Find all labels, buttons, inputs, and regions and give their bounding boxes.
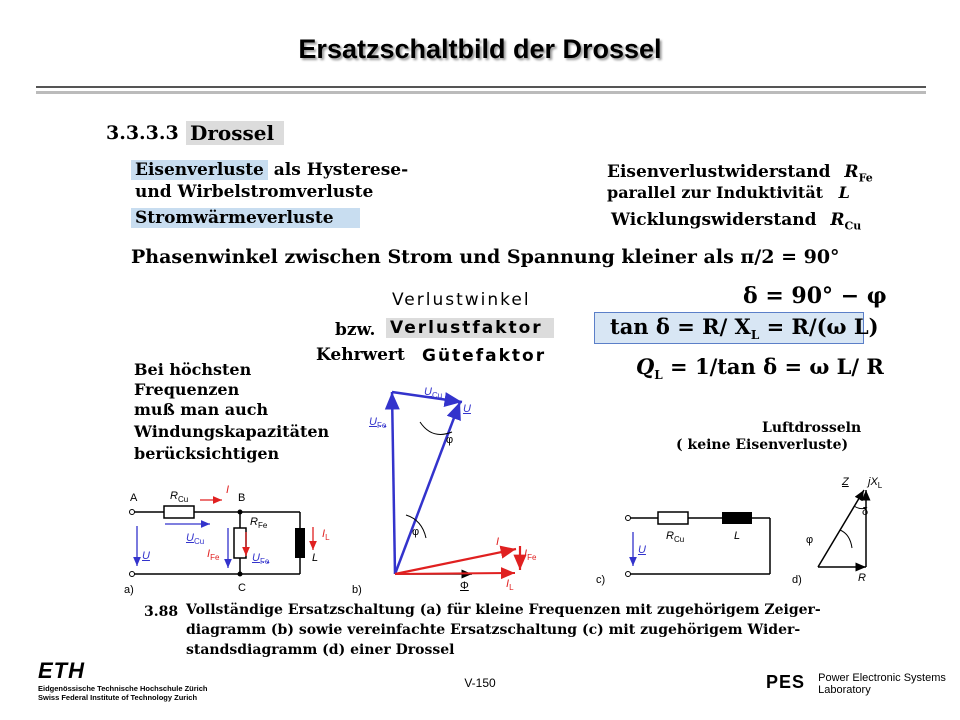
parallel-text: parallel zur Induktivität xyxy=(607,183,824,202)
copper-loss-term: Stromwärmeverluste xyxy=(131,208,360,228)
impedance-triangle-d xyxy=(818,490,869,567)
terminal-a xyxy=(130,510,135,515)
freq-note-4: Windungskapazitäten xyxy=(134,422,330,441)
bzw-label: bzw. xyxy=(335,320,376,340)
q-rest: = 1/tan δ = ω L/ R xyxy=(662,354,884,379)
section-number: 3.3.3.3 xyxy=(106,122,179,144)
rfe-sub: Fe xyxy=(858,171,873,185)
label-l-c: L xyxy=(734,530,741,542)
resistor-rcu-c xyxy=(658,512,688,524)
label-il-a: $I_L$ xyxy=(322,528,330,543)
freq-note-2: Frequenzen xyxy=(134,380,240,399)
label-rcu-a: $R_{Cu}$ xyxy=(170,490,189,505)
freq-note-5: berücksichtigen xyxy=(134,444,280,463)
rcu-sub: Cu xyxy=(844,219,862,233)
tan-delta-main: tan δ = R/ X xyxy=(610,314,751,339)
label-il-b: $I_L$ xyxy=(506,578,514,593)
delta-formula: δ = 90° − φ xyxy=(743,283,887,309)
rfe-text: Eisenverlustwiderstand xyxy=(607,162,831,182)
verlustwinkel-label: Verlustwinkel xyxy=(392,290,531,310)
circuit-c xyxy=(626,512,771,577)
label-ucu-b: $U_{Cu}$ xyxy=(424,386,443,401)
label-u-a: U xyxy=(142,550,150,562)
pes-wordmark: PES xyxy=(766,672,806,692)
l-symbol: L xyxy=(838,183,850,202)
label-node-a: A xyxy=(130,492,138,504)
eth-wordmark: ETH xyxy=(38,658,85,683)
q-symbol: Q xyxy=(636,354,655,379)
page-number: V-150 xyxy=(464,676,496,690)
label-ife-b: $I_{Fe}$ xyxy=(524,548,537,563)
iron-loss-term: Eisenverluste xyxy=(131,160,268,180)
rcu-symbol: R xyxy=(830,210,845,230)
label-node-b: B xyxy=(238,492,246,504)
label-phi-b: φ xyxy=(412,526,420,538)
caption-b: b) xyxy=(352,584,362,596)
eth-name-de: Eidgenössische Technische Hochschule Zürich xyxy=(38,684,208,693)
tan-delta-sub: L xyxy=(750,328,760,343)
kehrwert-label: Kehrwert xyxy=(316,345,405,365)
inductor-l xyxy=(295,528,305,558)
pes-logo xyxy=(766,672,946,697)
label-ucu-a: $U_{Cu}$ xyxy=(186,532,205,547)
caption-c: c) xyxy=(596,574,606,586)
node-c xyxy=(238,572,243,577)
figure-caption-3: standsdiagramm (d) einer Drossel xyxy=(186,642,455,658)
label-delta-d: δ xyxy=(862,506,869,518)
label-z-d: Z xyxy=(842,476,849,488)
guetefaktor-label: Gütefaktor xyxy=(422,346,547,366)
figure-number: 3.88 xyxy=(144,604,179,620)
label-r-d: R xyxy=(858,572,866,584)
label-jx-d: $jX_L$ xyxy=(868,476,883,491)
resistor-rfe xyxy=(234,528,246,558)
circuit-a xyxy=(130,500,314,577)
label-phi-d: φ xyxy=(806,534,814,546)
caption-d: d) xyxy=(792,574,802,586)
label-i-a: I xyxy=(226,484,230,496)
freq-note-3: muß man auch xyxy=(134,400,269,419)
iron-loss-rest: als Hysterese- xyxy=(273,160,409,180)
figure-caption-1: Vollständige Ersatzschaltung (a) für kleine Frequenzen mit zugehörigem Zeiger- xyxy=(186,602,821,618)
eth-name-en: Swiss Federal Institute of Technology Zurich xyxy=(38,693,198,702)
phasor-diagram-b xyxy=(392,392,520,574)
air-core-title: Luftdrosseln xyxy=(762,420,862,436)
verlustfaktor-label: Verlustfaktor xyxy=(386,318,554,338)
label-ufe-b: $U_{Fe}$ xyxy=(369,416,387,431)
page-title: Ersatzschaltbild der Drossel xyxy=(298,34,662,64)
resistor-rcu xyxy=(164,506,194,518)
air-core-note: ( keine Eisenverluste) xyxy=(676,437,849,453)
freq-note-1: Bei höchsten xyxy=(134,360,252,379)
label-l-a: L xyxy=(312,552,319,564)
label-rcu-c: $R_{Cu}$ xyxy=(666,530,685,545)
figure-caption-2: diagramm (b) sowie vereinfachte Ersatzschaltung (c) mit zugehörigem Wider- xyxy=(186,622,801,638)
tan-delta-rest: = R/(ω L) xyxy=(759,314,879,339)
pes-name-2: Laboratory xyxy=(818,684,871,696)
node-b xyxy=(238,510,243,515)
rfe-symbol: R xyxy=(844,162,859,182)
label-i-b: I xyxy=(496,536,500,548)
label-node-c: C xyxy=(238,582,246,594)
q-sub: L xyxy=(654,368,663,383)
terminal-a-bottom xyxy=(130,572,135,577)
section-title: Drossel xyxy=(186,121,284,145)
inductor-l-c xyxy=(722,512,752,524)
label-u-c: U xyxy=(638,544,646,556)
label-rfe-a: $R_{Fe}$ xyxy=(250,516,268,531)
label-flux-b: Φ xyxy=(460,580,469,592)
label-ife-a: $I_{Fe}$ xyxy=(207,548,220,563)
label-phi-top-b: φ xyxy=(446,434,454,446)
phase-angle-text: Phasenwinkel zwischen Strom und Spannung kleiner als π/2 = 90° xyxy=(131,246,840,268)
label-ufe-a: $U_{Fe}$ xyxy=(252,552,270,567)
loss-line-2: und Wirbelstromverluste xyxy=(135,182,374,202)
caption-a: a) xyxy=(124,584,134,596)
pes-name-1: Power Electronic Systems xyxy=(818,672,946,684)
rcu-text: Wicklungswiderstand xyxy=(611,210,817,230)
label-u-b: U xyxy=(463,403,471,415)
